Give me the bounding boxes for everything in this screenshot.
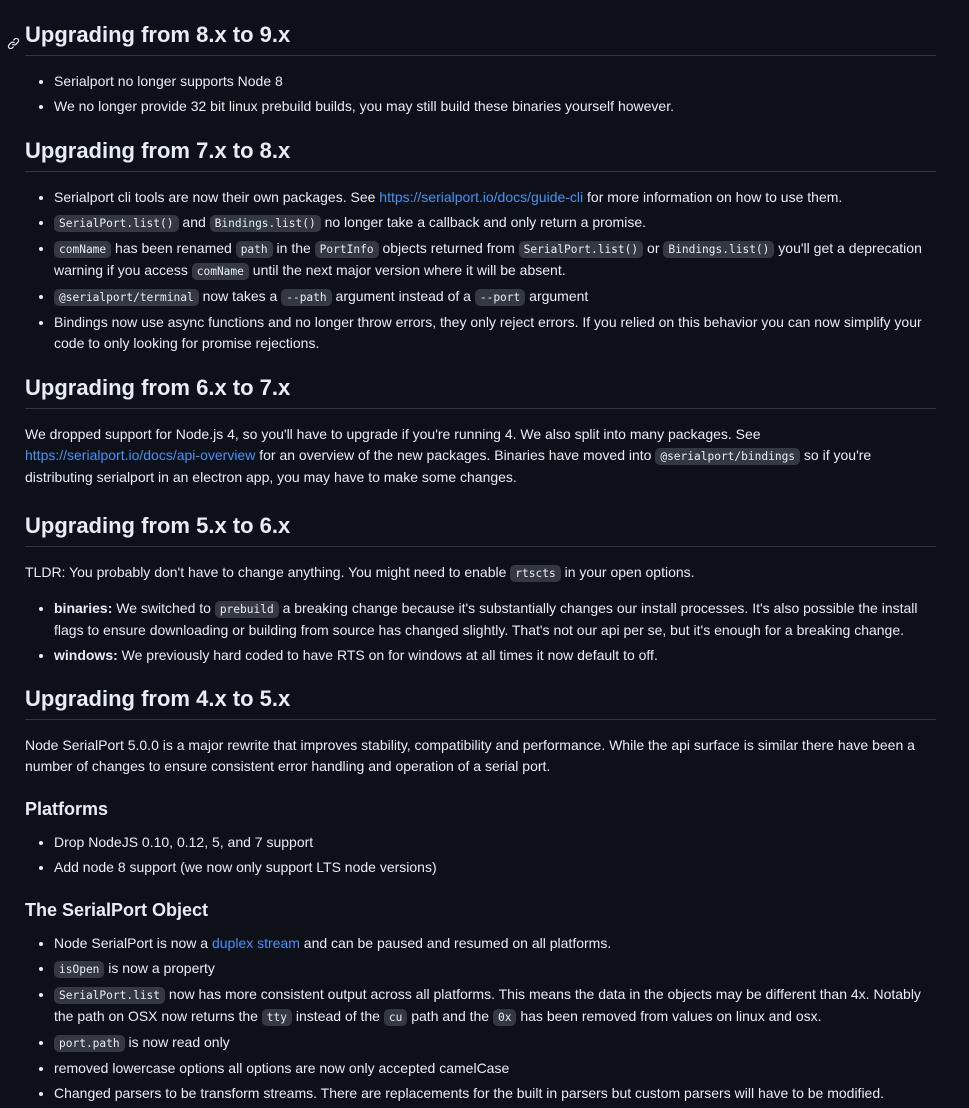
- inline-code: --port: [475, 289, 525, 306]
- heading-upgrading-7-to-8: [25, 137, 936, 172]
- heading-text: Upgrading from 6.x to 7.x: [25, 375, 291, 400]
- paragraph: Node SerialPort 5.0.0 is a major rewrite that improves stability, compatibility and performance. While the api surface is similar there have been a number of changes to ensure consistent error handling and operation of a serial port.: [25, 737, 915, 774]
- inline-code: port.path: [54, 1035, 125, 1052]
- inline-code: @serialport/bindings: [655, 448, 800, 465]
- inline-code: isOpen: [54, 961, 104, 978]
- inline-code: path: [236, 241, 273, 258]
- list-item: • Add node 8 support (we now only support LTS node versions): [54, 857, 936, 878]
- heading-text: Upgrading from 5.x to 6.x: [25, 513, 291, 538]
- heading-text: Upgrading from 7.x to 8.x: [25, 138, 291, 163]
- list-item: • We no longer provide 32 bit linux prebuild builds, you may still build these binaries yourself however.: [54, 96, 936, 117]
- link-icon[interactable]: [7, 29, 20, 42]
- duplex-stream-link[interactable]: duplex stream: [211, 935, 300, 951]
- inline-code: Bindings.list(): [663, 241, 774, 258]
- inline-code: 0x: [493, 1009, 516, 1026]
- list-item: • removed lowercase options all options are now only accepted camelCase: [54, 1058, 936, 1079]
- inline-code: tty: [262, 1009, 292, 1026]
- inline-code: rtscts: [510, 565, 560, 582]
- list-upgrade-7-to-8: [25, 187, 936, 354]
- heading-upgrading-4-to-5: [25, 685, 936, 720]
- list-item: • binaries: We switched to prebuild a breaking change because it's substantially changes our install processes. It's also possible the install flags to ensure downloading or building from source has changed slightly. That's not our api per se, but it's enough for a breaking change.: [54, 598, 936, 641]
- list-item: • Serialport no longer supports Node 8: [54, 71, 936, 92]
- list-item: • @serialport/terminal now takes a --path argument instead of a --port argument: [54, 286, 936, 308]
- paragraph: TLDR: You probably don't have to change anything. You might need to enable rtscts in your open options.: [25, 564, 695, 580]
- inline-code: cu: [384, 1009, 407, 1026]
- list-upgrade-8-to-9: [25, 71, 936, 117]
- list-platforms: [25, 832, 936, 878]
- list-item: • comName has been renamed path in the PortInfo objects returned from SerialPort.list() or Bindings.list() you'll get a deprecation warning if you access comName until the next major version where it will be absent.: [54, 238, 936, 282]
- list-item: • Bindings now use async functions and no longer throw errors, they only reject errors. If you relied on this behavior you can now simplify your code to only looking for promise rejections.: [54, 312, 936, 354]
- list-item: • port.path is now read only: [54, 1032, 936, 1054]
- inline-code: SerialPort.list: [54, 987, 165, 1004]
- heading-platforms: Platforms: [25, 799, 109, 819]
- list-item: • SerialPort.list() and Bindings.list() no longer take a callback and only return a promise.: [54, 212, 936, 234]
- heading-upgrading-5-to-6: [25, 512, 936, 547]
- inline-code: comName: [54, 241, 111, 258]
- list-item: • SerialPort.list now has more consistent output across all platforms. This means the data in the objects may be different than 4x. Notably the path on OSX now returns the tty instead of the cu path and the 0x has been removed from values on linux and osx.: [54, 984, 936, 1028]
- heading-text: Upgrading from 8.x to 9.x: [25, 22, 291, 47]
- list-item: • windows: We previously hard coded to have RTS on for windows at all times it now default to off.: [54, 645, 936, 666]
- list-upgrade-5-to-6: [25, 598, 936, 666]
- list-item: • Serialport cli tools are now their own packages. See https://serialport.io/docs/guide-cli for more information on how to use them.: [54, 187, 936, 208]
- inline-code: --path: [281, 289, 331, 306]
- heading-serialport-object: The SerialPort Object: [25, 900, 209, 920]
- heading-text: Upgrading from 4.x to 5.x: [25, 686, 291, 711]
- heading-upgrading-6-to-7: [25, 374, 936, 409]
- list-item: • Changed parsers to be transform streams. There are replacements for the built in parsers but custom parsers will have to be modified.: [54, 1083, 936, 1104]
- inline-code: @serialport/terminal: [54, 289, 199, 306]
- readme-content: [25, 0, 936, 1108]
- paragraph: We dropped support for Node.js 4, so you'll have to upgrade if you're running 4. We also split into many packages. See https://serialport.io/docs/api-overview for an overview of the new packages. Binaries have moved into @serialport/bindings so if you're distributing serialport in an electron app, you may have to make some changes.: [25, 426, 872, 485]
- list-item: • isOpen is now a property: [54, 958, 936, 980]
- guide-cli-link[interactable]: https://serialport.io/docs/guide-cli: [379, 189, 584, 205]
- inline-code: SerialPort.list(): [54, 215, 179, 232]
- heading-upgrading-8-to-9: [25, 21, 936, 56]
- list-item: • Drop NodeJS 0.10, 0.12, 5, and 7 support: [54, 832, 936, 853]
- inline-code: PortInfo: [315, 241, 379, 258]
- inline-code: prebuild: [215, 601, 279, 618]
- list-serialport-object: [25, 933, 936, 1104]
- api-overview-link[interactable]: https://serialport.io/docs/api-overview: [25, 447, 256, 463]
- inline-code: comName: [192, 263, 249, 280]
- list-item: • Node SerialPort is now a duplex stream and can be paused and resumed on all platforms.: [54, 933, 936, 954]
- inline-code: SerialPort.list(): [519, 241, 644, 258]
- inline-code: Bindings.list(): [210, 215, 321, 232]
